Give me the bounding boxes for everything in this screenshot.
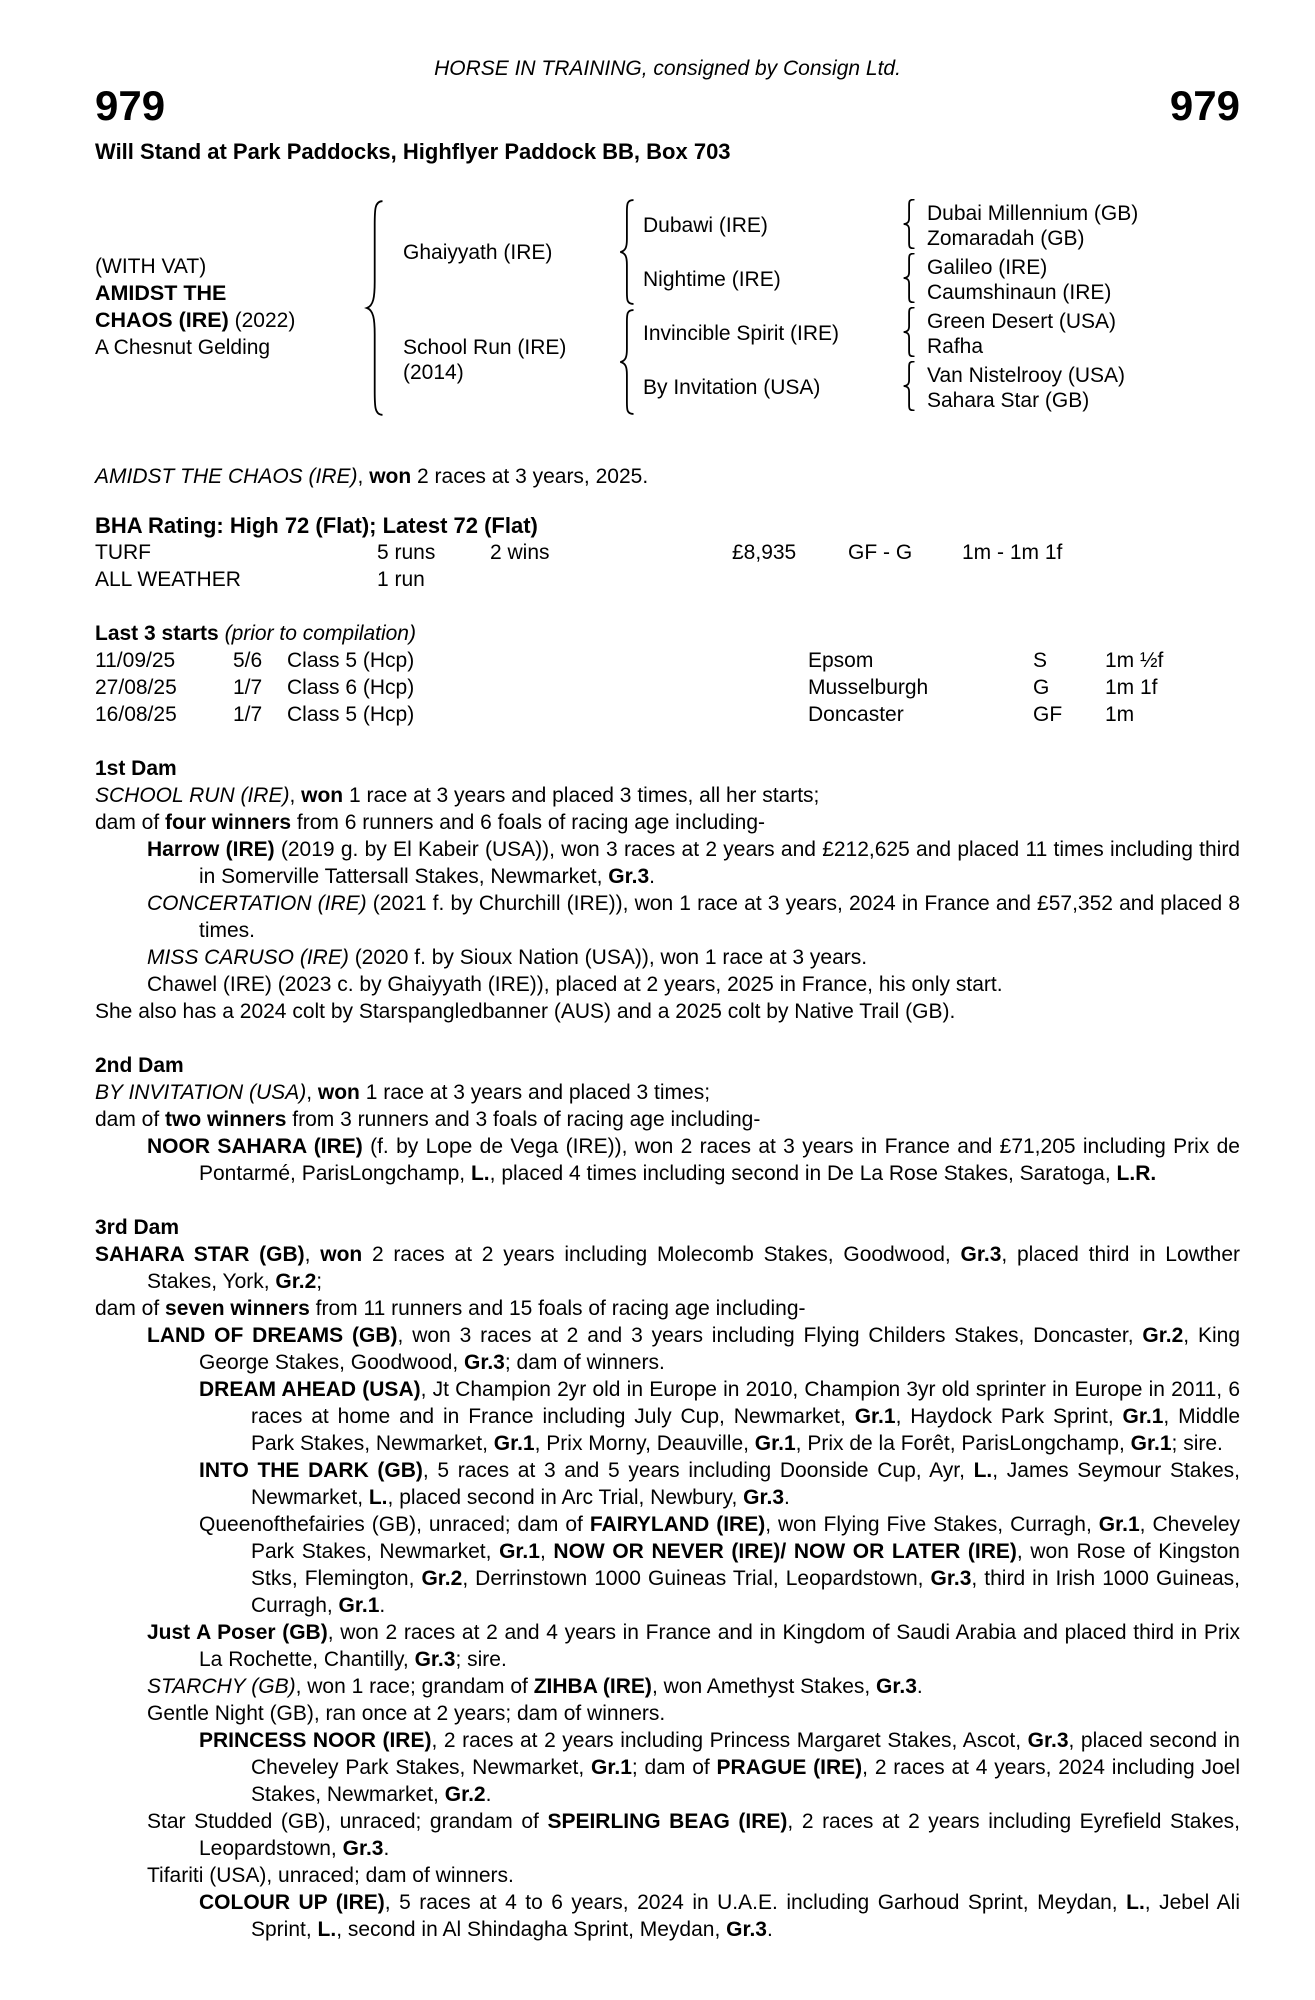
pedigree-paragraph (95, 1700, 1240, 1727)
text-run: , 5 races at 3 and 5 years including Doonside Cup, Ayr, (422, 1459, 974, 1482)
text-run: NOW OR NEVER (IRE)/ (553, 1540, 787, 1563)
text-run: seven winners (165, 1297, 310, 1320)
text-run: L. (1126, 1891, 1145, 1914)
pedigree-brace-small (901, 199, 919, 249)
text-run: , Jt Champion 2yr old in Europe in 2010, Champion 3yr old sprinter in Europe in 2011, 6 races at home and in France including July Cup, Newmarket, (251, 1378, 1240, 1428)
stats-going (848, 566, 962, 593)
with-vat-label: (WITH VAT) (95, 255, 207, 278)
text-run: Gr.3 (726, 1918, 767, 1941)
text-run: Gr.3 (930, 1567, 972, 1590)
text-run: 2 races at 3 years, 2025. (411, 465, 649, 488)
great-grandparent-name: Rafha (927, 335, 984, 358)
text-run: , placed 4 times including second in De La Rose Stakes, Saratoga, (489, 1162, 1117, 1185)
text-run: ; sire. (1171, 1432, 1223, 1455)
text-run: , won Flying Five Stakes, Curragh, (765, 1513, 1099, 1536)
pedigree-paragraph (95, 1322, 1240, 1376)
text-run: , (357, 465, 370, 488)
pedigree-paragraph (95, 1133, 1240, 1187)
text-run: Gr.2 (1142, 1324, 1184, 1347)
text-run: , won 2 races at 2 and 4 years in France and in Kingdom of Saudi Arabia and placed third in Prix La Rochette, Chantilly, (199, 1621, 1240, 1671)
text-run: , second in Al Shindagha Sprint, Meydan, (336, 1918, 727, 1941)
text-run: BY INVITATION (USA) (95, 1081, 307, 1104)
start-course: Doncaster (808, 703, 904, 726)
stats-distance (962, 566, 1240, 593)
text-run: , 2 races at 2 years including Princess Margaret Stakes, Ascot, (431, 1729, 1028, 1752)
text-run: , Cheveley Park Stakes, Newmarket, (251, 1513, 1241, 1563)
grandparent-name: By Invitation (USA) (643, 376, 821, 399)
text-run: Chawel (IRE) (2023 c. by Ghaiyyath (IRE)), placed at 2 years, 2025 in France, his only start. (147, 973, 1003, 996)
great-grandparent-name: Galileo (IRE) (927, 256, 1048, 279)
text-run: , (539, 1540, 554, 1563)
start-distance: 1m (1105, 703, 1135, 726)
pedigree-paragraph (95, 836, 1240, 890)
pedigree-subject (95, 253, 295, 361)
text-run: Gr.3 (342, 1837, 384, 1860)
start-pos: 1/7 (233, 703, 263, 726)
text-run: Gr.3 (960, 1243, 1002, 1266)
start-going: GF (1033, 703, 1063, 726)
start-course: Musselburgh (808, 676, 929, 699)
bha-rating-line: BHA Rating: High 72 (Flat); Latest 72 (Flat) (95, 513, 538, 538)
great-grandparent-name: Dubai Millennium (GB) (927, 202, 1139, 225)
pedigree-paragraph (95, 1511, 1240, 1619)
text-run: , (289, 784, 302, 807)
dam-section-heading: 3rd Dam (95, 1216, 180, 1239)
great-grandparent-name: Sahara Star (GB) (927, 389, 1090, 412)
text-run: , won Amethyst Stakes, (651, 1675, 877, 1698)
text-run: Gr.3 (743, 1486, 785, 1509)
stats-wins (490, 566, 732, 593)
text-run: Gr.2 (275, 1270, 317, 1293)
pedigree-brace-small (901, 361, 919, 411)
pedigree-paragraph (95, 1241, 1240, 1295)
text-run: ; (316, 1270, 323, 1293)
text-run: Harrow (IRE) (147, 838, 275, 861)
pedigree-paragraph (95, 890, 1240, 944)
text-run: Just A Poser (GB) (147, 1621, 328, 1644)
text-run: Gr.3 (464, 1351, 505, 1374)
stats-row (95, 539, 1240, 566)
text-run: Queenofthefairies (GB), unraced; dam of (199, 1513, 590, 1536)
text-run: , placed second in Cheveley Park Stakes, Newmarket, (251, 1729, 1240, 1779)
text-run: FAIRYLAND (IRE) (589, 1513, 766, 1536)
text-run: LAND OF DREAMS (GB) (147, 1324, 398, 1347)
stats-earnings (732, 566, 848, 593)
text-run: MISS CARUSO (IRE) (147, 946, 349, 969)
text-run: (f. by Lope de Vega (IRE)), won 2 races at 3 years in France and £71,205 including Prix de Pontarmé, ParisLongchamp, (199, 1135, 1240, 1185)
dam-section (95, 1052, 1240, 1187)
text-run: two winners (165, 1108, 287, 1131)
text-run: , Derrinstown 1000 Guineas Trial, Leopardstown, (462, 1567, 931, 1590)
stats-going: GF - G (848, 541, 913, 564)
text-run: COLOUR UP (IRE) (199, 1891, 385, 1914)
text-run: , (306, 1081, 318, 1104)
start-pos: 5/6 (233, 649, 263, 672)
pedigree-paragraph (95, 1808, 1240, 1862)
text-run: , placed third in Lowther Stakes, York, (147, 1243, 1241, 1293)
text-run: Gr.3 (1027, 1729, 1069, 1752)
dam-sections (95, 755, 1240, 1943)
stats-runs: 1 run (377, 568, 425, 591)
pedigree-paragraph (95, 782, 1240, 809)
pedigree-brace-small (901, 307, 919, 357)
text-run: Gr.1 (499, 1540, 540, 1563)
text-run: 1 race at 3 years and placed 3 times; (359, 1081, 711, 1104)
text-run: Gentle Night (GB), ran once at 2 years; dam of winners. (147, 1702, 666, 1725)
pedigree-paragraph (95, 809, 1240, 836)
text-run: 1 race at 3 years and placed 3 times, all her starts; (343, 784, 820, 807)
stats-surface: ALL WEATHER (95, 568, 241, 591)
text-run: (2021 f. by Churchill (IRE)), won 1 race at 3 years, 2024 in France and £57,352 and placed 8 times. (199, 892, 1240, 942)
text-run: , 5 races at 4 to 6 years, 2024 in U.A.E. including Garhoud Sprint, Meydan, (384, 1891, 1127, 1914)
text-run: SPEIRLING BEAG (IRE) (547, 1810, 788, 1833)
pedigree-paragraph (95, 1106, 1240, 1133)
pedigree-paragraph (95, 1727, 1240, 1808)
text-run: . (784, 1486, 790, 1509)
text-run: from 3 runners and 3 foals of racing age including- (286, 1108, 761, 1131)
text-run: . (649, 865, 655, 888)
grandparent-name: Nightime (IRE) (643, 268, 781, 291)
subject-name-line2: CHAOS (IRE) (2022) (95, 308, 296, 332)
text-run: L.R. (1116, 1162, 1157, 1185)
race-stats-table (95, 539, 1240, 593)
stats-runs: 5 runs (377, 541, 436, 564)
pedigree-paragraph (95, 1889, 1240, 1943)
text-run: , Prix de la Forêt, ParisLongchamp, (795, 1432, 1131, 1455)
text-run: L. (368, 1486, 388, 1509)
lot-number-row (95, 84, 1240, 128)
text-run: dam of (95, 1108, 166, 1131)
pedigree-paragraph (95, 1619, 1240, 1673)
stats-earnings: £8,935 (732, 541, 797, 564)
text-run: , Jebel Ali Sprint, (251, 1891, 1240, 1941)
text-run: ZIHBA (IRE) (533, 1675, 652, 1698)
last-3-starts-block (95, 620, 1240, 728)
text-run: , 2 races at 2 years including Eyrefield Stakes, Leopardstown, (199, 1810, 1240, 1860)
text-run: dam of (95, 811, 166, 834)
sire-name: Ghaiyyath (IRE) (403, 241, 553, 264)
text-run: , Middle Park Stakes, Newmarket, (251, 1405, 1241, 1455)
text-run: Gr.1 (1130, 1432, 1172, 1455)
text-run: , James Seymour Stakes, Newmarket, (251, 1459, 1240, 1509)
text-run: INTO THE DARK (GB) (199, 1459, 423, 1482)
text-run: won (369, 465, 412, 488)
text-run: won (317, 1081, 360, 1104)
text-run: Gr.2 (421, 1567, 463, 1590)
start-race: Class 6 (Hcp) (287, 676, 415, 699)
text-run: She also has a 2024 colt by Starspangledbanner (AUS) and a 2025 colt by Native Trail (GB). (95, 1000, 956, 1023)
great-grandparent-name: Caumshinaun (IRE) (927, 281, 1112, 304)
text-run: Gr.3 (608, 865, 650, 888)
text-run: AMIDST THE CHAOS (IRE) (95, 465, 358, 488)
last-3-starts-heading (95, 620, 1240, 647)
lot-number-right: 979 (1169, 82, 1240, 129)
great-grandparent-name: Green Desert (USA) (927, 310, 1117, 333)
grandparent-name: Invincible Spirit (IRE) (643, 322, 840, 345)
pedigree-paragraph (95, 1376, 1240, 1457)
dam-section-heading: 2nd Dam (95, 1054, 184, 1077)
pedigree-chart (95, 201, 1240, 417)
subject-name-line1: AMIDST THE (95, 281, 227, 305)
great-grandparent-name: Van Nistelrooy (USA) (927, 364, 1126, 387)
text-run: 2 races at 2 years including Molecomb Stakes, Goodwood, (362, 1243, 961, 1266)
start-race: Class 5 (Hcp) (287, 649, 415, 672)
pedigree-paragraph (95, 971, 1240, 998)
text-run: won (320, 1243, 363, 1266)
start-going: G (1033, 676, 1050, 699)
pedigree-paragraph (95, 1295, 1240, 1322)
start-date: 16/08/25 (95, 703, 177, 726)
text-run: NOW OR LATER (IRE) (793, 1540, 1017, 1563)
text-run: . (379, 1594, 386, 1617)
text-run: STARCHY (GB) (147, 1675, 296, 1698)
dam-section (95, 1214, 1240, 1943)
text-run: , Haydock Park Sprint, (895, 1405, 1123, 1428)
text-run: from 11 runners and 15 foals of racing age including- (309, 1297, 806, 1320)
pedigree-paragraph (95, 944, 1240, 971)
text-run: Gr.1 (1098, 1513, 1140, 1536)
stats-wins: 2 wins (490, 541, 550, 564)
text-run: , won 1 race; grandam of (295, 1675, 534, 1698)
last-3-starts-note: (prior to compilation) (224, 622, 416, 645)
text-run: PRINCESS NOOR (IRE) (199, 1729, 432, 1752)
text-run: DREAM AHEAD (USA) (199, 1378, 421, 1401)
text-run: won (301, 784, 344, 807)
text-run: Gr.1 (754, 1432, 796, 1455)
text-run: , King George Stakes, Goodwood, (199, 1324, 1240, 1374)
text-run: , placed second in Arc Trial, Newbury, (387, 1486, 744, 1509)
start-race: Class 5 (Hcp) (287, 703, 415, 726)
start-distance: 1m ½f (1105, 649, 1164, 672)
text-run: , third in Irish 1000 Guineas, Curragh, (251, 1567, 1241, 1617)
text-run: SCHOOL RUN (IRE) (95, 784, 290, 807)
text-run: , Prix Morny, Deauville, (534, 1432, 755, 1455)
text-run (786, 1540, 794, 1563)
start-row (95, 701, 1240, 728)
start-pos: 1/7 (233, 676, 263, 699)
text-run: Gr.1 (338, 1594, 380, 1617)
pedigree-paragraph (95, 1862, 1240, 1889)
text-run: Tifariti (USA), unraced; dam of winners. (147, 1864, 514, 1887)
text-run: L. (317, 1918, 337, 1941)
text-run: Gr.1 (854, 1405, 896, 1428)
great-grandparent-name: Zomaradah (GB) (927, 227, 1085, 250)
text-run: Star Studded (GB), unraced; grandam of (147, 1810, 548, 1833)
start-row (95, 674, 1240, 701)
stand-location-line: Will Stand at Park Paddocks, Highflyer Paddock BB, Box 703 (95, 139, 731, 164)
lot-number-left: 979 (95, 82, 166, 129)
text-run: . (485, 1783, 492, 1806)
pedigree-paragraph (95, 1079, 1240, 1106)
text-run: (2019 g. by El Kabeir (USA)), won 3 races at 2 years and £212,625 and placed 11 times including third in Somerville Tattersall Stakes, Newmarket, (199, 838, 1240, 888)
text-run: ; dam of winners. (504, 1351, 665, 1374)
text-run: four winners (165, 811, 292, 834)
dam-section (95, 755, 1240, 1025)
start-going: S (1033, 649, 1048, 672)
grandparent-name: Dubawi (IRE) (643, 214, 768, 237)
dam-year: (2014) (403, 361, 464, 384)
last-3-starts-title: Last 3 starts (95, 622, 219, 645)
text-run: , won Rose of Kingston Stks, Flemington, (251, 1540, 1240, 1590)
pedigree-brace-dam (617, 309, 639, 415)
stats-distance: 1m - 1m 1f (962, 541, 1063, 564)
text-run: NOOR SAHARA (IRE) (147, 1135, 363, 1158)
start-row (95, 647, 1240, 674)
text-run: CONCERTATION (IRE) (147, 892, 367, 915)
race-record-intro (95, 463, 1240, 490)
text-run: L. (973, 1459, 993, 1482)
dam-section-heading: 1st Dam (95, 757, 177, 780)
stats-surface: TURF (95, 541, 151, 564)
last-3-starts-table (95, 647, 1240, 728)
pedigree-brace-small (901, 253, 919, 303)
text-run: , (304, 1243, 321, 1266)
text-run: SAHARA STAR (GB) (95, 1243, 305, 1266)
text-run: dam of (95, 1297, 166, 1320)
text-run: Gr.3 (414, 1648, 456, 1671)
pedigree-paragraph (95, 1673, 1240, 1700)
dam-name: School Run (IRE) (2014) (403, 336, 567, 384)
text-run: . (767, 1918, 773, 1941)
start-course: Epsom (808, 649, 874, 672)
text-run: Gr.1 (591, 1756, 632, 1779)
subject-description: A Chesnut Gelding (95, 336, 271, 359)
text-run: from 6 runners and 6 foals of racing age including- (291, 811, 765, 834)
text-run: Gr.2 (444, 1783, 486, 1806)
text-run: PRAGUE (IRE) (716, 1756, 863, 1779)
text-run: . (383, 1837, 390, 1860)
start-date: 11/09/25 (95, 649, 176, 672)
text-run: ; sire. (455, 1648, 507, 1671)
start-date: 27/08/25 (95, 676, 177, 699)
text-run: Gr.1 (1122, 1405, 1164, 1428)
text-run: . (916, 1675, 923, 1698)
text-run: ; dam of (631, 1756, 717, 1779)
pedigree-paragraph (95, 998, 1240, 1025)
start-distance: 1m 1f (1105, 676, 1158, 699)
consignment-line: HORSE IN TRAINING, consigned by Consign Ltd. (434, 57, 901, 80)
text-run: , won 3 races at 2 and 3 years including Flying Childers Stakes, Doncaster, (397, 1324, 1143, 1347)
stats-row (95, 566, 1240, 593)
text-run: Gr.1 (493, 1432, 535, 1455)
text-run: L. (470, 1162, 490, 1185)
text-run: Gr.3 (876, 1675, 917, 1698)
text-run: (2020 f. by Sioux Nation (USA)), won 1 race at 3 years. (348, 946, 868, 969)
pedigree-brace-main (363, 199, 389, 417)
pedigree-brace-sire (617, 199, 639, 305)
pedigree-paragraph (95, 1457, 1240, 1511)
text-run: , 2 races at 4 years, 2024 including Joel Stakes, Newmarket, (251, 1756, 1240, 1806)
